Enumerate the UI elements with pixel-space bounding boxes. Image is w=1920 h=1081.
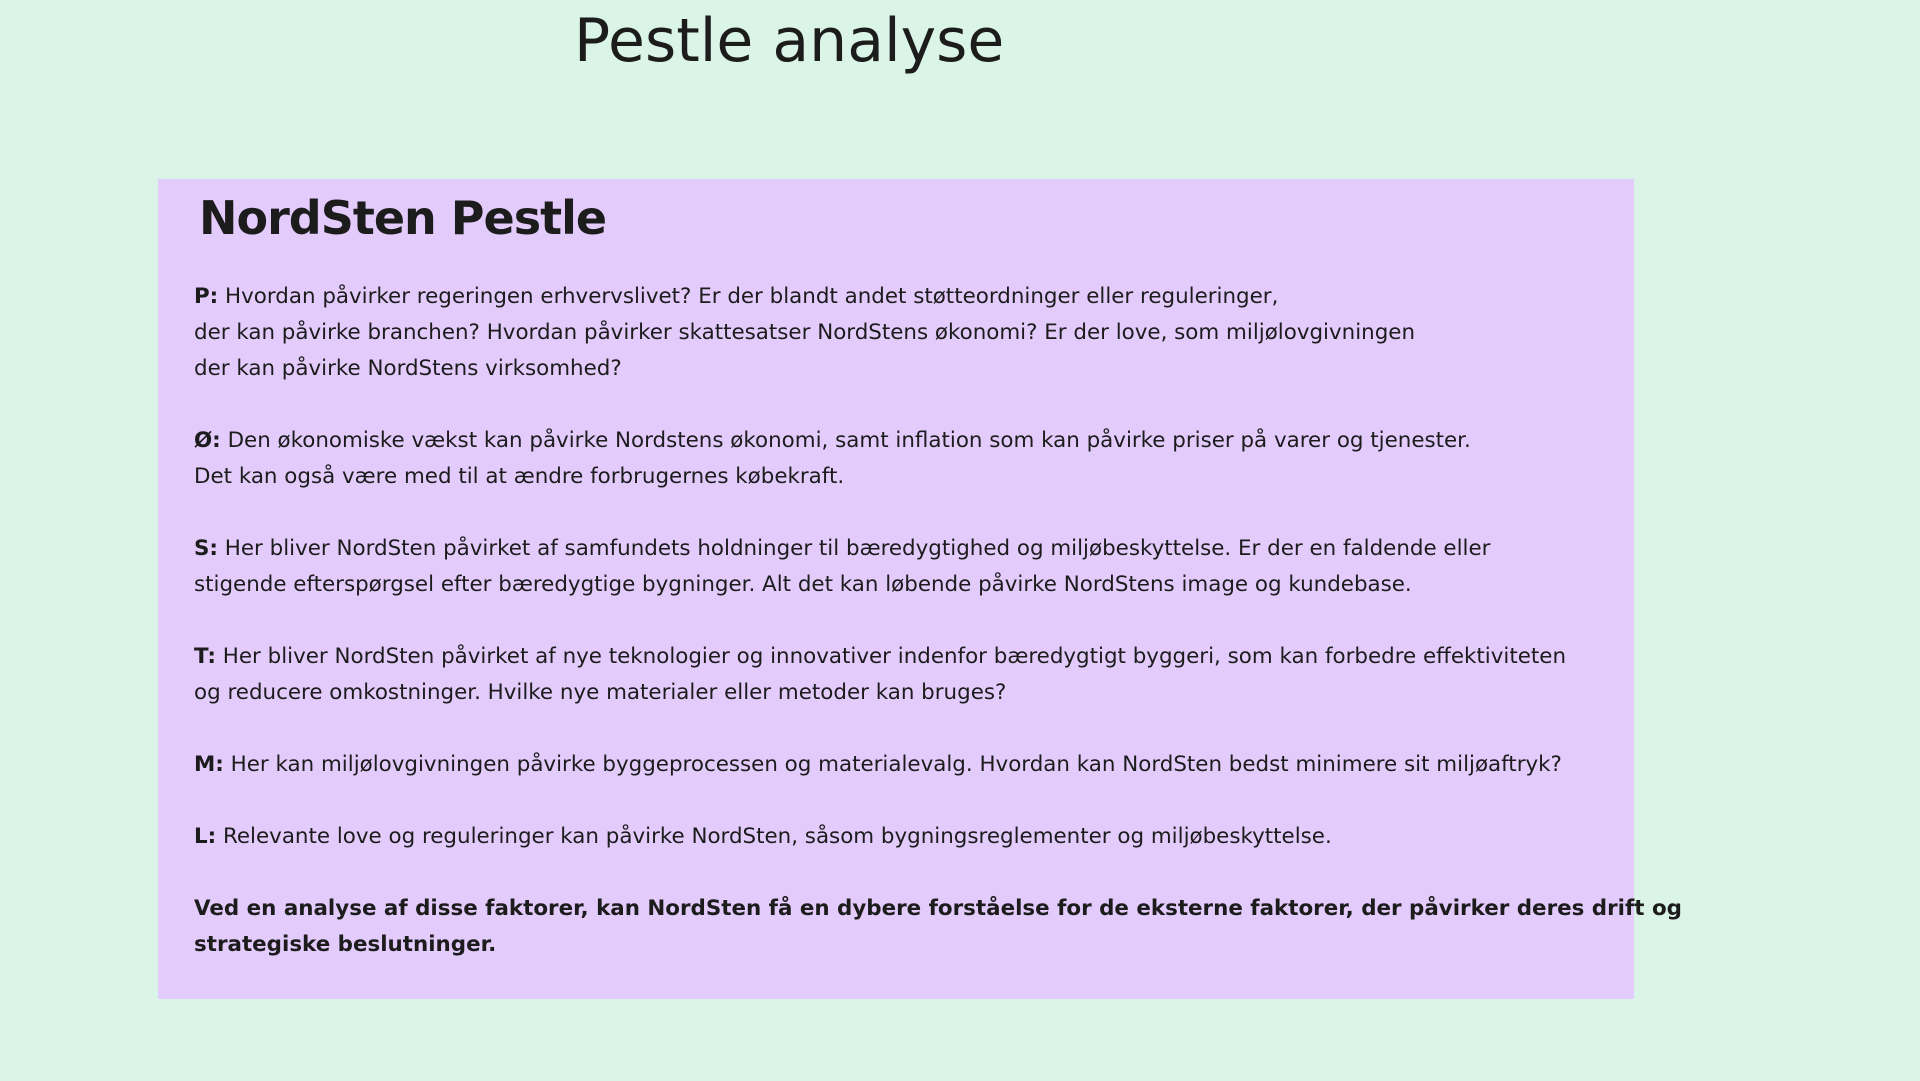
factor-legal: [194, 819, 1614, 855]
factor-key: S:: [194, 536, 218, 561]
factor-line: stigende efterspørgsel efter bæredygtige bygninger. Alt det kan løbende påvirke NordStens image og kundebase.: [194, 572, 1412, 597]
factor-line: og reducere omkostninger. Hvilke nye materialer eller metoder kan bruges?: [194, 680, 1007, 705]
factor-technological: [194, 639, 1614, 711]
factor-text: Den økonomiske vækst kan påvirke Nordstens økonomi, samt inflation som kan påvirke priser på varer og tjenester.: [227, 428, 1471, 453]
conclusion: [194, 891, 1682, 963]
factor-economic: [194, 423, 1614, 495]
factor-line: [194, 747, 1614, 783]
factor-key: L:: [194, 824, 217, 849]
factor-line: [194, 639, 1614, 675]
factor-line: Det kan også være med til at ændre forbrugernes købekraft.: [194, 464, 845, 489]
factor-line: [194, 423, 1614, 459]
factor-line: [194, 531, 1614, 567]
factor-political: [194, 279, 1614, 387]
panel-title: NordSten Pestle: [199, 191, 607, 245]
factor-line: [194, 279, 1614, 315]
factor-text: Her bliver NordSten påvirket af samfundets holdninger til bæredygtighed og miljøbeskyttelse. Er der en faldende eller: [224, 536, 1491, 561]
factor-key: T:: [194, 644, 216, 669]
factor-social: [194, 531, 1614, 603]
factor-key: Ø:: [194, 428, 221, 453]
factor-text: Her bliver NordSten påvirket af nye teknologier og innovativer indenfor bæredygtigt byggeri, som kan forbedre effektiviteten: [222, 644, 1567, 669]
factor-line: der kan påvirke NordStens virksomhed?: [194, 356, 622, 381]
factor-text: Her kan miljølovgivningen påvirke byggeprocessen og materialevalg. Hvordan kan NordSten bedst minimere sit miljøaftryk?: [230, 752, 1562, 777]
factor-line: [194, 819, 1614, 855]
pestle-panel: [158, 179, 1682, 999]
factor-line: der kan påvirke branchen? Hvordan påvirker skattesatser NordStens økonomi? Er der love, som miljølovgivningen: [194, 320, 1416, 345]
factor-environmental: [194, 747, 1614, 783]
factor-text: Relevante love og reguleringer kan påvirke NordSten, såsom bygningsreglementer og miljøbeskyttelse.: [223, 824, 1332, 849]
factor-key: P:: [194, 284, 219, 309]
pestle-body: [194, 279, 1682, 963]
factor-text: Hvordan påvirker regeringen erhvervslivet? Er der blandt andet støtteordninger eller reguleringer,: [225, 284, 1279, 309]
slide-title: Pestle analyse: [574, 6, 1005, 76]
factor-key: M:: [194, 752, 224, 777]
conclusion-line: Ved en analyse af disse faktorer, kan NordSten få en dybere forståelse for de eksterne faktorer, der påvirker deres drift og: [194, 896, 1682, 921]
conclusion-line: strategiske beslutninger.: [194, 932, 497, 957]
